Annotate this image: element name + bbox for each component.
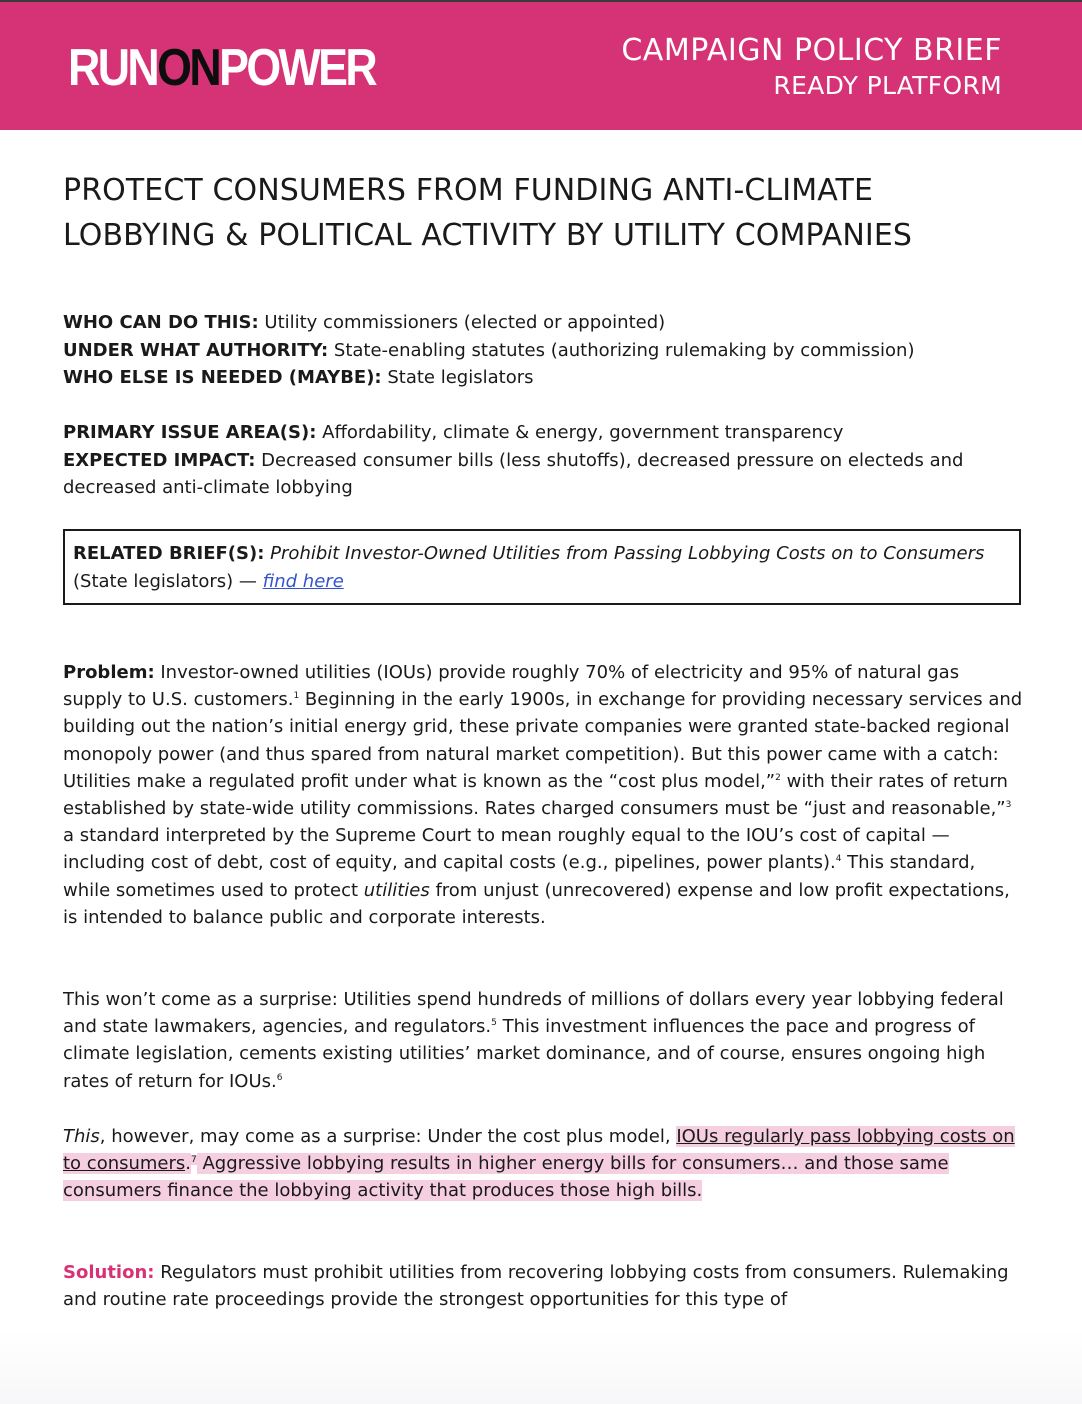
related-brief-title: Prohibit Investor-Owned Utilities from Passing Lobbying Costs on to Consumers — [270, 543, 985, 564]
footnote-4[interactable]: 4 — [835, 854, 842, 865]
meta-else-label: WHO ELSE IS NEEDED (MAYBE): — [63, 367, 382, 388]
problem-label: Problem: — [63, 662, 155, 683]
footnote-6[interactable]: 6 — [276, 1072, 283, 1083]
page-title: PROTECT CONSUMERS FROM FUNDING ANTI-CLIMATE LOBBYING & POLITICAL ACTIVITY BY UTILITY COMPANIES — [63, 173, 913, 253]
page-bottom-fade — [0, 1330, 1082, 1404]
meta-block-who — [63, 309, 1023, 392]
problem-text-3: with their rates of return established by state-wide utility commissions. Rates charged consumers must be “just and reasonable,” — [63, 770, 1008, 820]
runonpower-logo — [68, 36, 375, 100]
footnote-5[interactable]: 5 — [491, 1018, 497, 1029]
problem-text-6: from unjust (unrecovered) expense and low profit expectations, is intended to balance public and corporate interests. — [63, 879, 1010, 928]
highlighted-text: Aggressive lobbying results in higher energy bills for consumers… and those same consumers finance the lobbying activity that produces those high bills. — [63, 1153, 949, 1202]
header-title-line1: CAMPAIGN POLICY BRIEF — [621, 33, 1002, 68]
meta-impact-value: Decreased consumer bills (less shutoffs), decreased pressure on electeds and decreased anti-climate lobbying — [63, 449, 964, 498]
problem-text-utilities: utilities — [363, 879, 430, 901]
logo-part-power: POWER — [219, 39, 376, 97]
related-briefs-box — [63, 529, 1021, 605]
problem-paragraph — [63, 659, 1023, 931]
meta-authority — [63, 337, 1023, 365]
meta-issue — [63, 419, 1023, 447]
related-audience: (State legislators) — — [73, 570, 263, 592]
related-label: RELATED BRIEF(S): — [73, 543, 265, 564]
footnote-3[interactable]: 3 — [1005, 800, 1012, 811]
meta-block-issue — [63, 419, 1023, 502]
footnote-7[interactable]: 7 — [191, 1155, 197, 1166]
meta-who-label: WHO CAN DO THIS: — [63, 312, 259, 333]
problem-text-5: This standard, while sometimes used to protect — [63, 852, 976, 901]
highlighted-link-lobbying-costs[interactable]: IOUs regularly pass lobbying costs on to consumers — [63, 1126, 1015, 1175]
problem-text-2: Beginning in the early 1900s, in exchange for providing necessary services and building out the nation’s initial energy grid, these private companies were granted state-backed regional monopoly power (and thus spared from natural market competition). But this power came with a catch: Utilities make a regulated profit under what is known as the “cost plus model,” — [63, 689, 1023, 792]
logo-part-run: RUN — [68, 39, 158, 97]
meta-issue-value: Affordability, climate & energy, government transparency — [316, 422, 844, 443]
para3-text-1: , however, may come as a surprise: Under the cost plus model, — [99, 1126, 677, 1147]
meta-else — [63, 364, 1023, 392]
para2-text-2: This investment influences the pace and progress of climate legislation, cements existing utilities’ market dominance, and of course, ensures ongoing high rates of return for IOUs. — [63, 1016, 986, 1092]
cost-plus-paragraph — [63, 1123, 1023, 1205]
logo-part-on: ON — [157, 39, 220, 97]
header-banner — [0, 0, 1082, 130]
meta-authority-label: UNDER WHAT AUTHORITY: — [63, 339, 329, 361]
para2-text-1: This won’t come as a surprise: Utilities spend hundreds of millions of dollars every year lobbying federal and state lawmakers, agencies, and regulators. — [63, 989, 1004, 1038]
footnote-1[interactable]: 1 — [293, 691, 300, 702]
meta-impact-label: EXPECTED IMPACT: — [63, 449, 256, 471]
meta-impact — [63, 447, 1023, 502]
solution-text: Regulators must prohibit utilities from recovering lobbying costs from consumers. Rulemaking and routine rate proceedings provide the strongest opportunities for this type of — [63, 1262, 1009, 1311]
solution-paragraph — [63, 1259, 1023, 1313]
header-doc-type — [621, 32, 1002, 102]
solution-label: Solution: — [63, 1262, 155, 1283]
find-here-link[interactable]: find here — [262, 570, 344, 592]
para3-italic-this: This — [63, 1126, 100, 1147]
footnote-2[interactable]: 2 — [775, 772, 781, 783]
problem-text-4: a standard interpreted by the Supreme Court to mean roughly equal to the IOU’s cost of capital — including cost of debt, cost of equity, and capital costs (e.g., pipelines, power plants). — [63, 825, 950, 874]
header-title-line2: READY PLATFORM — [773, 71, 1002, 100]
meta-who-value: Utility commissioners (elected or appointed) — [258, 312, 666, 333]
problem-text-1: Investor-owned utilities (IOUs) provide roughly 70% of electricity and 95% of natural gas supply to U.S. customers. — [63, 662, 960, 711]
surprise-paragraph — [63, 986, 1023, 1095]
meta-issue-label: PRIMARY ISSUE AREA(S): — [63, 422, 317, 443]
meta-who — [63, 309, 1023, 337]
meta-authority-value: State-enabling statutes (authorizing rulemaking by commission) — [328, 339, 915, 361]
meta-else-value: State legislators — [381, 367, 534, 388]
para3-period: . — [185, 1153, 192, 1175]
